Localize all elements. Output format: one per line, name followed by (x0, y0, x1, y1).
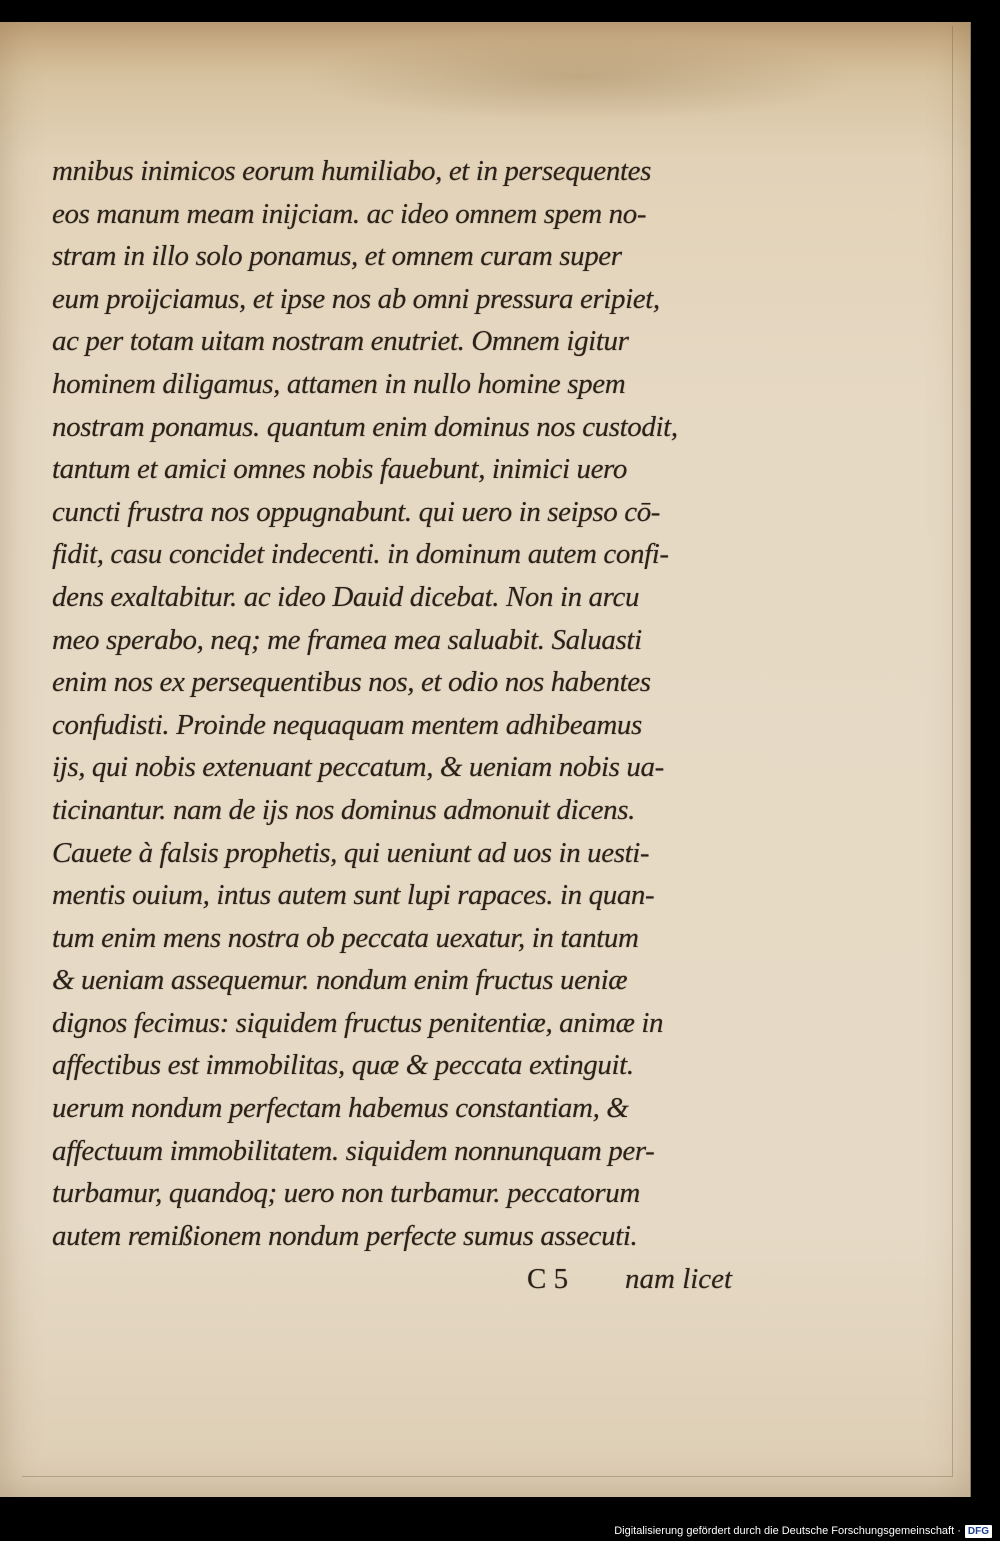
catchword: nam licet (625, 1263, 733, 1295)
text-line: stram in illo solo ponamus, et omnem curam super (52, 240, 622, 273)
text-line: meo sperabo, neq; me framea mea saluabit. Saluasti (52, 623, 642, 656)
text-line: dens exaltabitur. ac ideo Dauid dicebat. Non in arcu (52, 580, 640, 613)
text-line: mnibus inimicos eorum humiliabo, et in persequentes (52, 155, 652, 187)
credit-text: Digitalisierung gefördert durch die Deutsche Forschungsgemeinschaft · (614, 1525, 961, 1537)
text-line: dignos fecimus: siquidem fructus penitentiæ, animæ in (52, 1006, 664, 1039)
text-line: mentis ouium, intus autem sunt lupi rapaces. in quan- (52, 879, 655, 912)
text-line: eos manum meam inijciam. ac ideo omnem spem no- (52, 197, 647, 230)
signature-mark: C 5 (527, 1263, 569, 1295)
text-line: turbamur, quandoq; uero non turbamur. peccatorum (52, 1177, 640, 1210)
funding-credit (614, 1523, 992, 1539)
text-line: fidit, casu concidet indecenti. in dominum autem confi- (52, 538, 669, 571)
text-line: ijs, qui nobis extenuant peccatum, & ueniam nobis ua- (52, 751, 664, 784)
text-line: tum enim mens nostra ob peccata uexatur, in tantum (52, 921, 639, 954)
text-line: & ueniam assequemur. nondum enim fructus ueniæ (52, 964, 628, 997)
text-line: uerum nondum perfectam habemus constantiam, & (52, 1092, 629, 1125)
text-line: affectibus est immobilitas, quæ & peccata extinguit. (52, 1049, 634, 1082)
dfg-logo: DFG (965, 1525, 992, 1538)
text-line: Cauete à falsis prophetis, qui ueniunt ad uos in uesti- (52, 836, 650, 869)
text-line: enim nos ex persequentibus nos, et odio nos habentes (52, 666, 651, 699)
text-line: autem remißionem nondum perfecte sumus assecuti. (52, 1219, 638, 1252)
book-page (0, 22, 971, 1497)
text-line: hominem diligamus, attamen in nullo homine spem (52, 367, 626, 400)
text-line: confudisti. Proinde nequaquam mentem adhibeamus (52, 708, 642, 741)
text-line: eum proijciamus, et ipse nos ab omni pressura eripiet, (52, 282, 660, 315)
page-footer (52, 1258, 752, 1300)
text-line: cuncti frustra nos oppugnabunt. qui uero in seipso cō- (52, 495, 661, 528)
text-line: affectuum immobilitatem. siquidem nonnunquam per- (52, 1134, 655, 1167)
text-line: nostram ponamus. quantum enim dominus nos custodit, (52, 410, 678, 443)
text-line: ticinantur. nam de ijs nos dominus admonuit dicens. (52, 793, 635, 826)
text-block (52, 150, 752, 1257)
text-line: ac per totam uitam nostram enutriet. Omnem igitur (52, 325, 629, 358)
text-line: tantum et amici omnes nobis fauebunt, inimici uero (52, 453, 627, 486)
